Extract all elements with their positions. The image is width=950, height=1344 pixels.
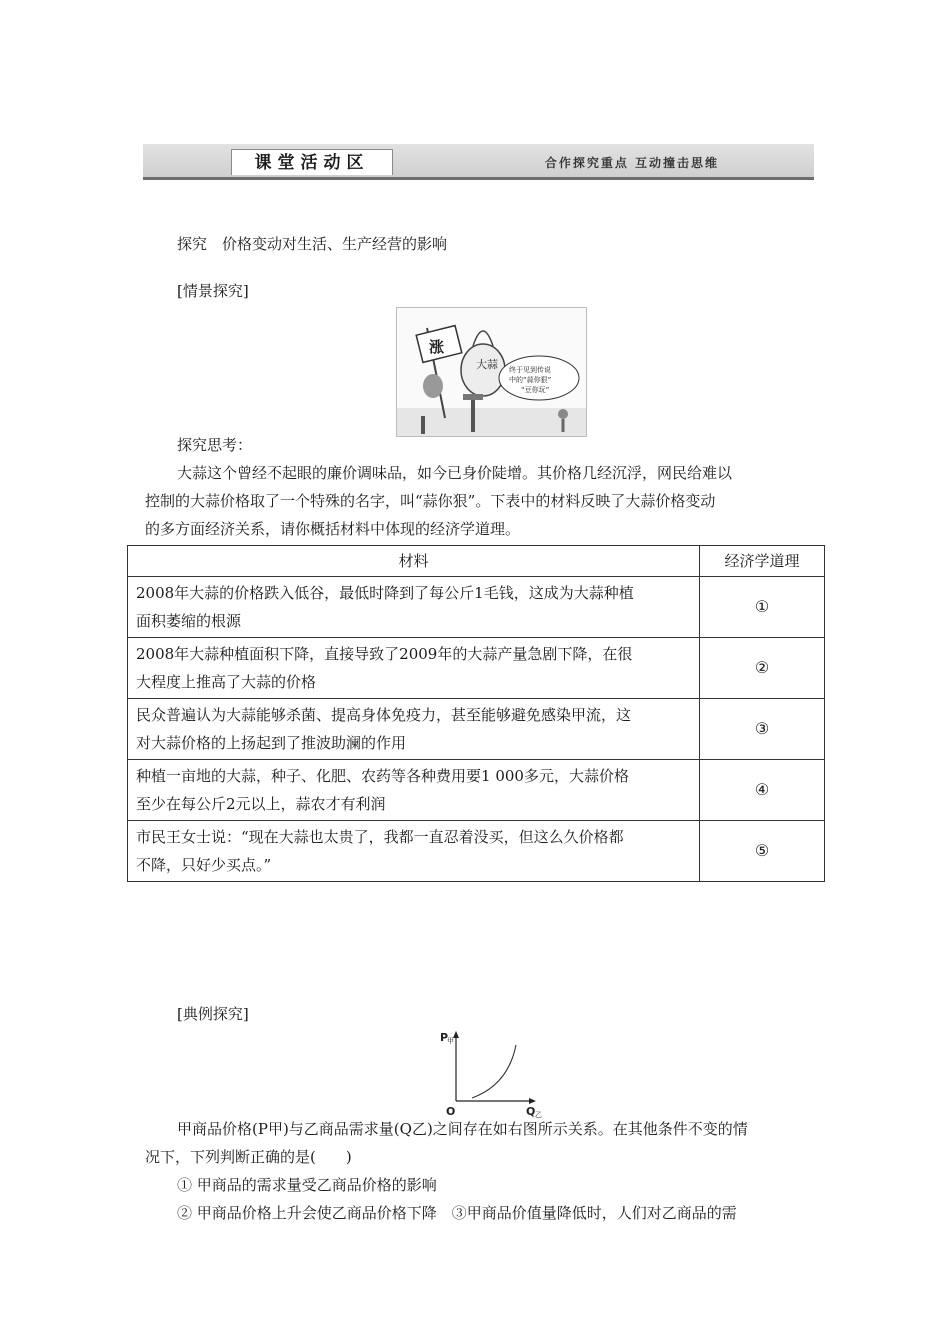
question-line-1: 甲商品价格(P甲)与乙商品需求量(Q乙)之间存在如右图所示关系。在其他条件不变的情	[177, 1120, 748, 1138]
option-line-1: ① 甲商品的需求量受乙商品价格的影响	[177, 1176, 437, 1194]
materials-table	[127, 545, 825, 882]
intro-line-3: 的多方面经济关系，请你概括材料中体现的经济学道理。	[145, 520, 521, 538]
cartoon-bubble-line-1: 终于见到传说	[509, 366, 551, 374]
table-row	[128, 577, 825, 638]
material-line: 大程度上推高了大蒜的价格	[136, 673, 317, 691]
x-axis-label: Q	[526, 1105, 536, 1118]
answer-cell: ⑤	[700, 821, 825, 882]
answer-cell: ②	[700, 638, 825, 699]
material-line: 面积萎缩的根源	[136, 612, 242, 630]
thinking-label: 探究思考：	[177, 436, 253, 454]
material-line: 对大蒜价格的上扬起到了推波助澜的作用	[136, 734, 407, 752]
y-axis-sub: 甲	[447, 1037, 454, 1045]
origin-label: O	[446, 1105, 456, 1118]
material-line: 不降，只好少买点。”	[136, 856, 272, 874]
material-line: 2008年大蒜种植面积下降，直接导致了2009年的大蒜产量急剧下降，在很	[136, 645, 633, 663]
table-header-row	[128, 546, 825, 577]
material-cell	[128, 699, 700, 760]
cartoon-bubble-line-2: 中的“蒜你狠”	[509, 376, 552, 384]
material-cell	[128, 577, 700, 638]
garlic-cartoon	[396, 307, 587, 437]
cartoon-bubble-line-3: “豆你玩”	[521, 386, 550, 394]
example-label: [典例探究]	[177, 1005, 249, 1023]
cartoon-sign-text: 涨	[429, 338, 445, 356]
banner-title: 课堂活动区	[231, 149, 393, 175]
table-row	[128, 760, 825, 821]
material-line: 种植一亩地的大蒜，种子、化肥、农药等各种费用要1 000多元，大蒜价格	[136, 767, 629, 785]
scenario-label: [情景探究]	[177, 282, 249, 300]
material-line: 2008年大蒜的价格跌入低谷，最低时降到了每公斤1毛钱，这成为大蒜种植	[136, 584, 634, 602]
intro-line-1: 大蒜这个曾经不起眼的廉价调味品，如今已身价陡增。其价格几经沉浮，网民给难以	[177, 464, 733, 482]
y-axis-label: P	[440, 1031, 449, 1044]
table-row	[128, 699, 825, 760]
material-cell	[128, 760, 700, 821]
material-cell	[128, 638, 700, 699]
material-line: 至少在每公斤2元以上，蒜农才有利润	[136, 795, 386, 813]
section-banner	[143, 144, 814, 180]
cartoon-bag-text: 大蒜	[476, 358, 498, 371]
material-line: 市民王女士说：“现在大蒜也太贵了，我都一直忍着没买，但这么久价格都	[136, 828, 624, 846]
x-axis-sub: 乙	[535, 1111, 542, 1119]
intro-line-2: 控制的大蒜价格取了一个特殊的名字，叫“蒜你狠”。下表中的材料反映了大蒜价格变动	[145, 492, 716, 510]
table-row	[128, 638, 825, 699]
question-line-2: 况下，下列判断正确的是( )	[145, 1148, 352, 1166]
table-header-material: 材料	[128, 546, 700, 577]
material-line: 民众普遍认为大蒜能够杀菌、提高身体免疫力，甚至能够避免感染甲流，这	[136, 706, 632, 724]
option-line-2: ② 甲商品价格上升会使乙商品价格下降 ③甲商品价值量降低时，人们对乙商品的需	[177, 1204, 737, 1222]
answer-cell: ③	[700, 699, 825, 760]
section-heading: 探究 价格变动对生活、生产经营的影响	[177, 235, 448, 253]
material-cell	[128, 821, 700, 882]
banner-slogan: 合作探究重点 互动撞击思维	[544, 156, 719, 170]
table-row	[128, 821, 825, 882]
table-header-principle: 经济学道理	[700, 546, 825, 577]
relationship-graph	[436, 1027, 556, 1123]
answer-cell: ①	[700, 577, 825, 638]
answer-cell: ④	[700, 760, 825, 821]
